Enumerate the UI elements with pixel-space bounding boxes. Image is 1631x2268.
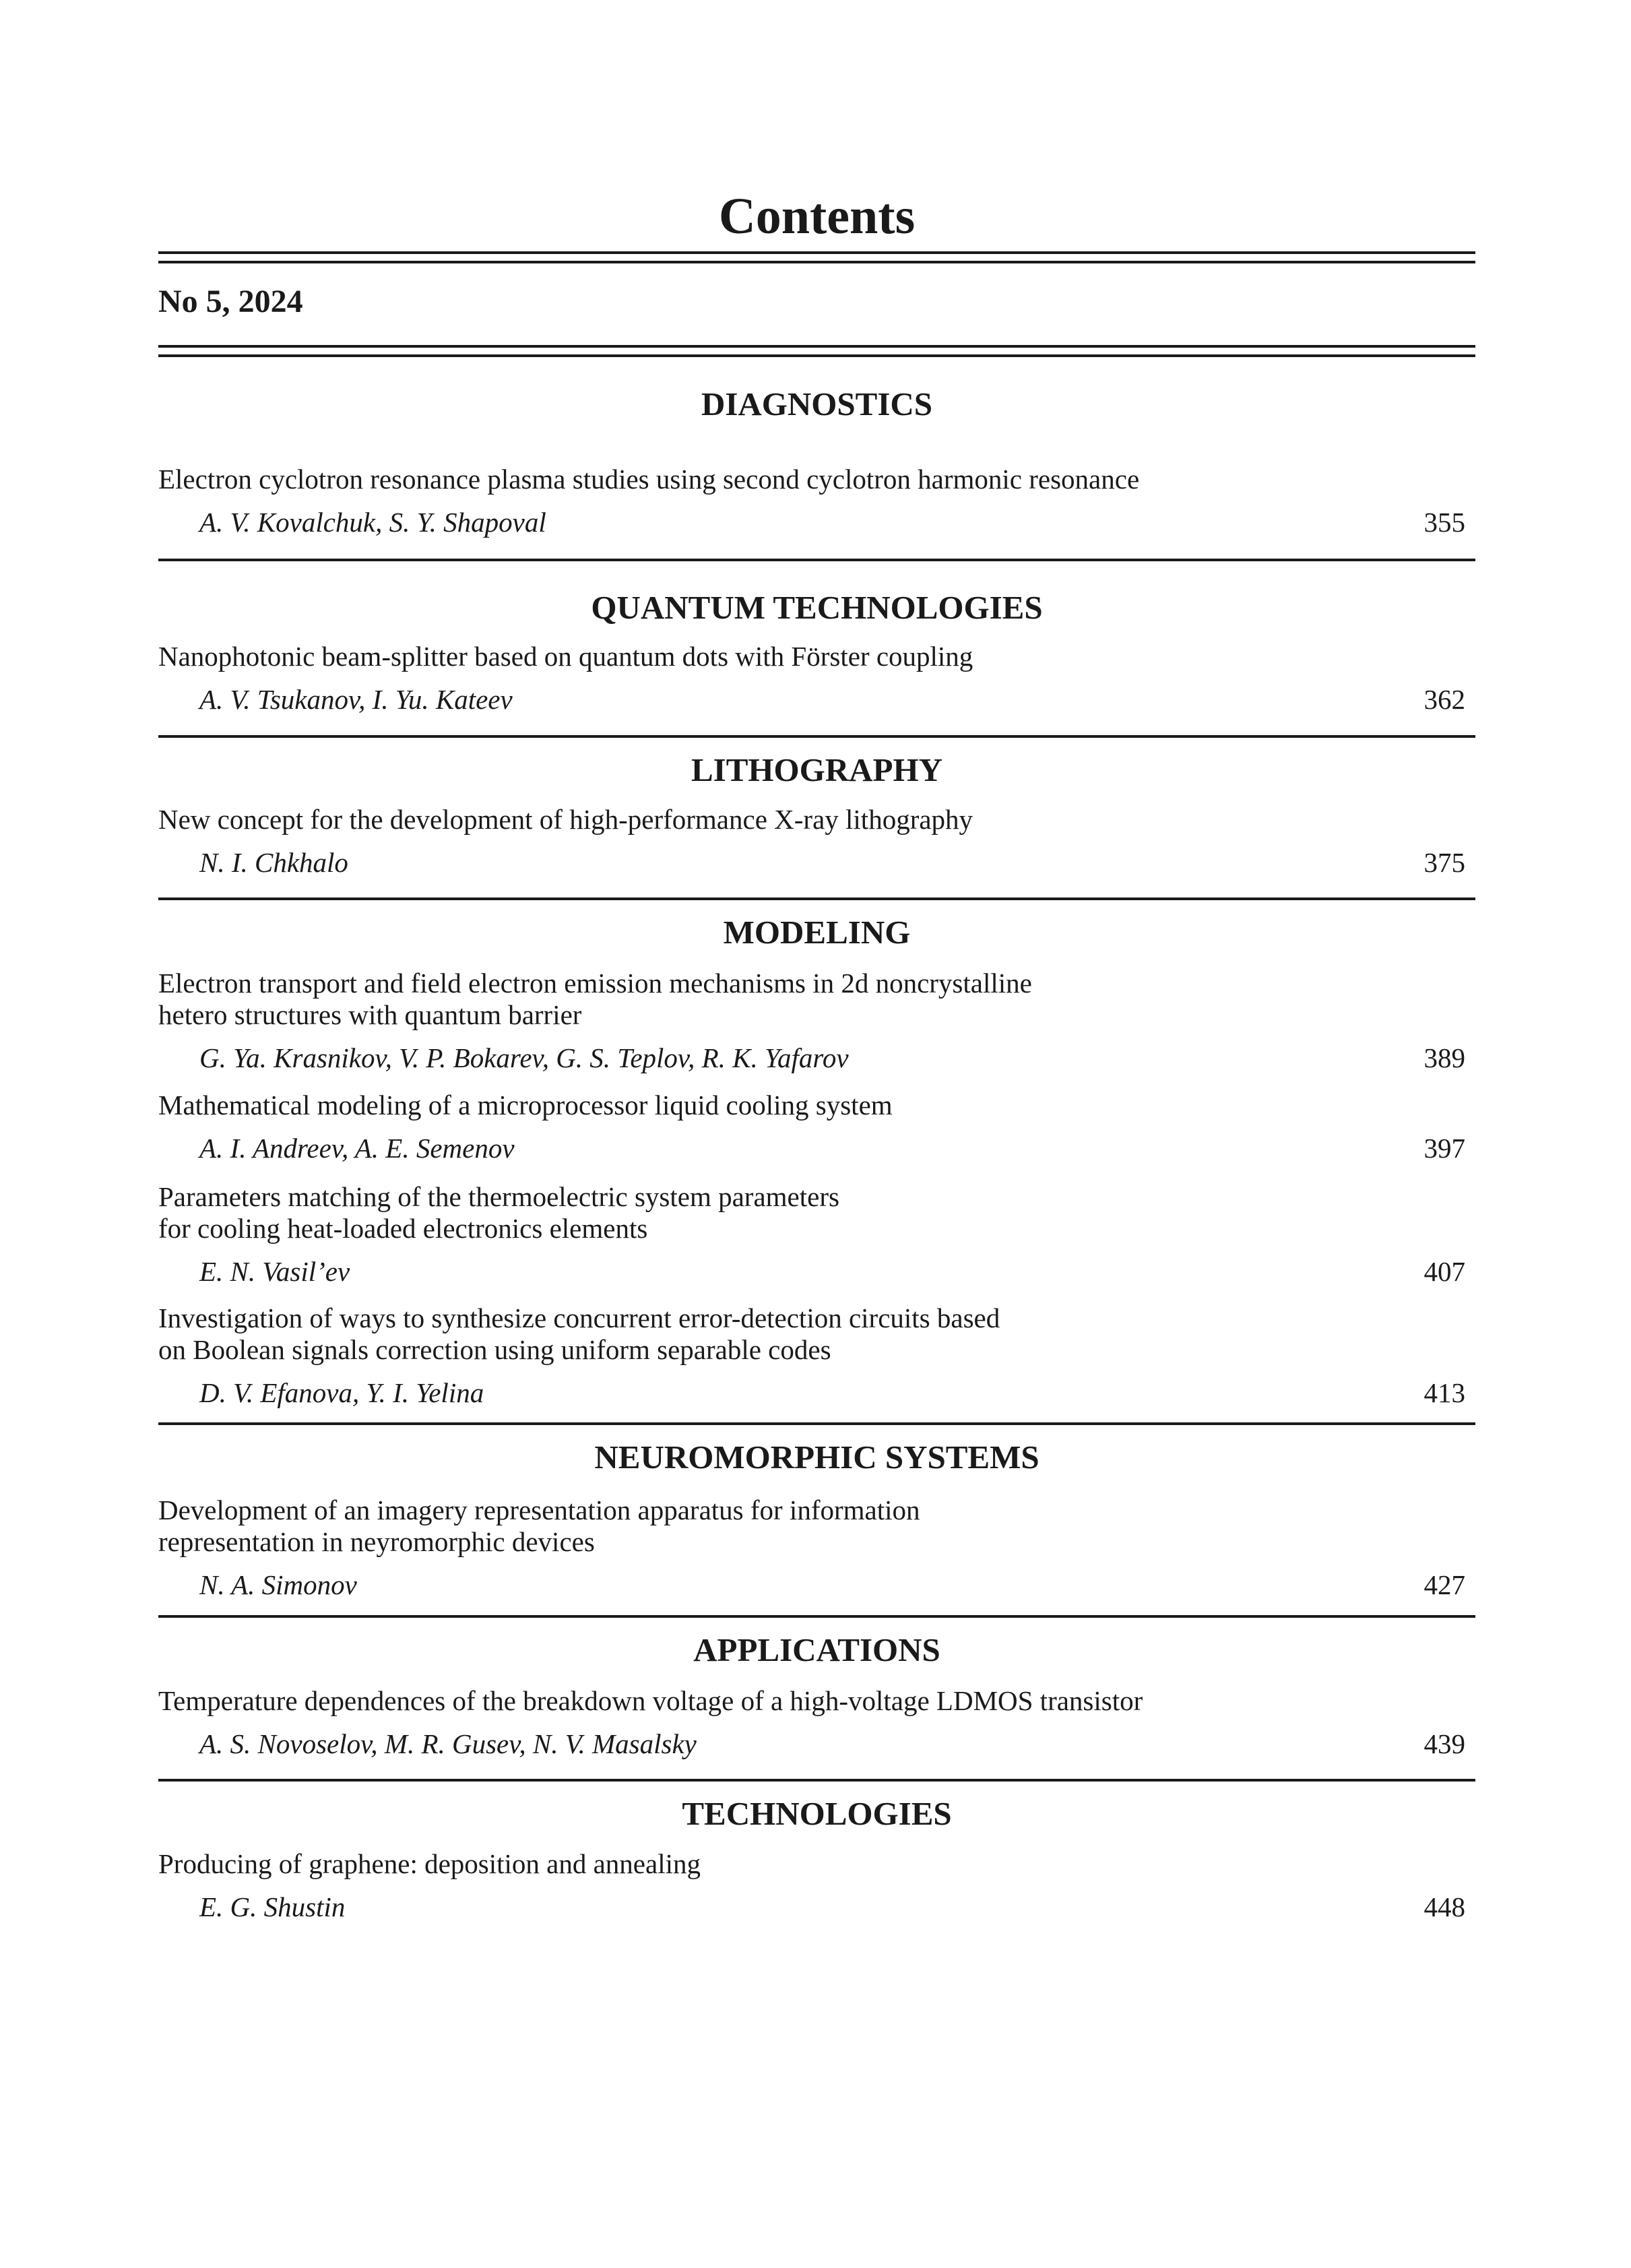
article-authors: E. G. Shustin xyxy=(199,1891,346,1922)
article-title[interactable]: Mathematical modeling of a microprocessor liquid cooling system xyxy=(158,1090,893,1121)
page-number: 375 xyxy=(1424,847,1465,878)
toc-entry[interactable] xyxy=(158,968,1475,1075)
page-number: 427 xyxy=(1424,1569,1465,1600)
section-heading-modeling: MODELING xyxy=(723,914,911,951)
article-meta xyxy=(158,1254,1475,1289)
article-title[interactable]: Electron cyclotron resonance plasma studies using second cyclotron harmonic resonance xyxy=(158,464,1140,495)
section-rule xyxy=(158,735,1475,738)
article-title[interactable]: Nanophotonic beam-splitter based on quantum dots with Förster coupling xyxy=(158,641,973,672)
page-number: 448 xyxy=(1424,1891,1465,1922)
toc-entry[interactable] xyxy=(158,1848,1475,1924)
article-authors: G. Ya. Krasnikov, V. P. Bokarev, G. S. Teplov, R. K. Yafarov xyxy=(199,1042,849,1073)
section-heading-neuromorphic-systems: NEUROMORPHIC SYSTEMS xyxy=(594,1439,1040,1476)
toc-entry[interactable] xyxy=(158,641,1475,717)
article-authors: N. I. Chkhalo xyxy=(199,847,348,878)
article-meta xyxy=(158,1889,1475,1924)
title-rule-1 xyxy=(158,251,1475,254)
toc-entry[interactable] xyxy=(158,1302,1475,1410)
article-title[interactable]: Producing of graphene: deposition and annealing xyxy=(158,1848,701,1879)
issue-rule-2 xyxy=(158,354,1475,357)
page-number: 362 xyxy=(1424,684,1465,715)
section-heading-lithography: LITHOGRAPHY xyxy=(691,751,942,788)
article-meta xyxy=(158,1375,1475,1410)
page-number: 439 xyxy=(1424,1728,1465,1759)
page-number: 397 xyxy=(1424,1133,1465,1164)
section-rule xyxy=(158,897,1475,900)
article-meta xyxy=(158,1567,1475,1602)
article-meta xyxy=(158,845,1475,880)
article-authors: A. I. Andreev, A. E. Semenov xyxy=(199,1133,515,1164)
section-rule xyxy=(158,559,1475,561)
page-number: 389 xyxy=(1424,1042,1465,1073)
article-title[interactable]: Parameters matching of the thermoelectric system parameters for cooling heat-loaded electronics elements xyxy=(158,1181,839,1244)
article-title[interactable]: Electron transport and field electron emission mechanisms in 2d noncrystalline hetero structures with quantum barrier xyxy=(158,968,1032,1030)
issue-rule-1 xyxy=(158,345,1475,348)
article-meta xyxy=(158,505,1475,540)
toc-entry[interactable] xyxy=(158,464,1475,540)
section-heading-applications: APPLICATIONS xyxy=(693,1631,940,1668)
section-heading-quantum-technologies: QUANTUM TECHNOLOGIES xyxy=(591,589,1043,626)
article-title[interactable]: Temperature dependences of the breakdown voltage of a high-voltage LDMOS transistor xyxy=(158,1685,1143,1716)
section-heading-technologies: TECHNOLOGIES xyxy=(682,1795,952,1832)
article-authors: A. V. Kovalchuk, S. Y. Shapoval xyxy=(199,507,546,538)
section-rule xyxy=(158,1422,1475,1425)
section-rule xyxy=(158,1779,1475,1782)
page-number: 355 xyxy=(1424,507,1465,538)
article-meta xyxy=(158,1040,1475,1075)
article-authors: A. S. Novoselov, M. R. Gusev, N. V. Masalsky xyxy=(199,1728,697,1759)
page-number: 407 xyxy=(1424,1256,1465,1287)
article-authors: N. A. Simonov xyxy=(199,1569,357,1600)
article-meta xyxy=(158,1726,1475,1761)
page-title: Contents xyxy=(718,188,916,245)
section-rule xyxy=(158,1615,1475,1618)
article-authors: D. V. Efanova, Y. I. Yelina xyxy=(199,1377,484,1408)
article-meta xyxy=(158,1131,1475,1166)
article-authors: E. N. Vasil’ev xyxy=(199,1256,350,1287)
toc-entry[interactable] xyxy=(158,1090,1475,1166)
article-title[interactable]: Investigation of ways to synthesize concurrent error-detection circuits based on Boolean signals correction using uniform separable codes xyxy=(158,1302,1000,1365)
toc-entry[interactable] xyxy=(158,1181,1475,1289)
page-number: 413 xyxy=(1424,1377,1465,1408)
article-title[interactable]: New concept for the development of high-performance X-ray lithography xyxy=(158,804,973,835)
article-meta xyxy=(158,682,1475,717)
article-title[interactable]: Development of an imagery representation apparatus for information representation in neyromorphic devices xyxy=(158,1494,920,1557)
title-rule-2 xyxy=(158,261,1475,263)
section-heading-diagnostics: DIAGNOSTICS xyxy=(701,385,933,422)
toc-entry[interactable] xyxy=(158,1685,1475,1761)
toc-entry[interactable] xyxy=(158,1494,1475,1602)
issue-number: No 5, 2024 xyxy=(158,284,303,319)
toc-entry[interactable] xyxy=(158,804,1475,880)
article-authors: A. V. Tsukanov, I. Yu. Kateev xyxy=(199,684,513,715)
